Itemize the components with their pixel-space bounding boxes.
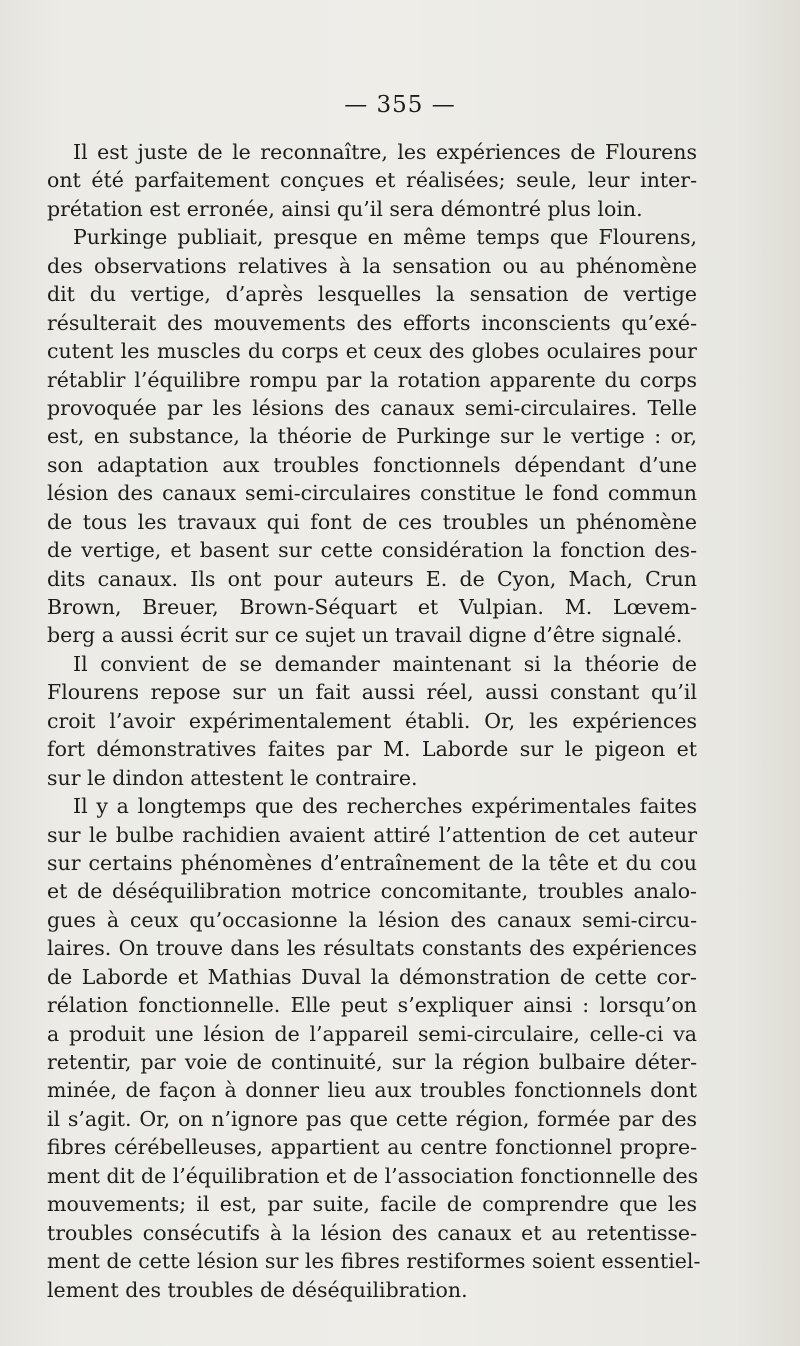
text-line: de tous les travaux qui font de ces troubles un phénomène [47, 509, 697, 534]
text-line: résulterait des mouvements des efforts inconscients qu’exé- [47, 310, 697, 335]
text-line: sur certains phénomènes d’entraînement de la tête et du cou [47, 850, 697, 875]
body-text [47, 138, 701, 1304]
text-line: rélation fonctionnelle. Elle peut s’expliquer ainsi : lorsqu’on [47, 993, 697, 1018]
text-line: est, en substance, la théorie de Purkinge sur le vertige : or, [47, 424, 697, 449]
text-line: fort démonstratives faites par M. Laborde sur le pigeon et [47, 737, 697, 762]
text-line: de vertige, et basent sur cette considération la fonction des- [47, 538, 697, 563]
text-line: prétation est erronée, ainsi qu’il sera démontré plus loin. [47, 196, 643, 221]
text-line: lésion des canaux semi-circulaires constitue le fond commun [47, 481, 697, 506]
text-line: dit du vertige, d’après lesquelles la sensation de vertige [47, 282, 697, 307]
text-line: de Laborde et Mathias Duval la démonstration de cette cor- [47, 964, 697, 989]
text-line: a produit une lésion de l’appareil semi-circulaire, celle-ci va [47, 1021, 697, 1046]
text-line: troubles consécutifs à la lésion des canaux et au retentisse- [47, 1220, 697, 1245]
text-line: retentir, par voie de continuité, sur la région bulbaire déter- [47, 1050, 697, 1074]
paragraph-2 [47, 223, 697, 650]
page-number: — 355 — [344, 92, 456, 118]
text-line: ont été parfaitement conçues et réalisées; seule, leur inter- [47, 168, 697, 193]
text-line: Il convient de se demander maintenant si la théorie de [73, 651, 697, 676]
text-line: provoquée par les lésions des canaux semi-circulaires. Telle [47, 395, 697, 420]
text-line: cutent les muscles du corps et ceux des globes oculaires pour [47, 339, 697, 364]
text-line: laires. On trouve dans les résultats constants des expériences [47, 936, 697, 961]
text-line: ment de cette lésion sur les fibres restiformes soient essentiel- [47, 1249, 701, 1274]
text-line: Purkinge publiait, presque en même temps que Flourens, [73, 225, 697, 250]
text-line: sur le dindon attestent le contraire. [47, 765, 418, 790]
text-line: minée, de façon à donner lieu aux troubles fonctionnels dont [47, 1078, 697, 1103]
text-line: Brown, Breuer, Brown-Séquart et Vulpian. M. Lœvem- [47, 595, 697, 619]
text-line: dits canaux. Ils ont pour auteurs E. de Cyon, Mach, Crun [47, 566, 697, 591]
paragraph-1 [47, 138, 697, 223]
text-line: son adaptation aux troubles fonctionnels dépendant d’une [47, 452, 697, 477]
text-line: lement des troubles de déséquilibration. [47, 1277, 468, 1302]
text-line: gues à ceux qu’occasionne la lésion des canaux semi-circu- [47, 907, 697, 932]
text-line: mouvements; il est, par suite, facile de comprendre que les [47, 1192, 697, 1217]
text-line: il s’agit. Or, on n’ignore pas que cette région, formée par des [47, 1106, 697, 1131]
text-line: berg a aussi écrit sur ce sujet un travail digne d’être signalé. [47, 623, 683, 648]
text-line: ment dit de l’équilibration et de l’association fonctionnelle des [47, 1163, 699, 1188]
text-line: et de déséquilibration motrice concomitante, troubles analo- [47, 879, 697, 904]
text-line: Flourens repose sur un fait aussi réel, aussi constant qu’il [47, 680, 697, 705]
paragraph-4 [47, 792, 701, 1304]
text-line: croit l’avoir expérimentalement établi. Or, les expériences [47, 708, 697, 733]
text-line: fibres cérébelleuses, appartient au centre fonctionnel propre- [47, 1135, 697, 1160]
text-line: des observations relatives à la sensation ou au phénomène [47, 253, 697, 278]
paragraph-3 [47, 650, 697, 792]
text-line: Il y a longtemps que des recherches expérimentales faites [73, 794, 697, 819]
text-line: Il est juste de le reconnaître, les expériences de Flourens [73, 140, 697, 164]
text-line: rétablir l’équilibre rompu par la rotation apparente du corps [47, 367, 697, 392]
text-line: sur le bulbe rachidien avaient attiré l’attention de cet auteur [47, 822, 697, 847]
